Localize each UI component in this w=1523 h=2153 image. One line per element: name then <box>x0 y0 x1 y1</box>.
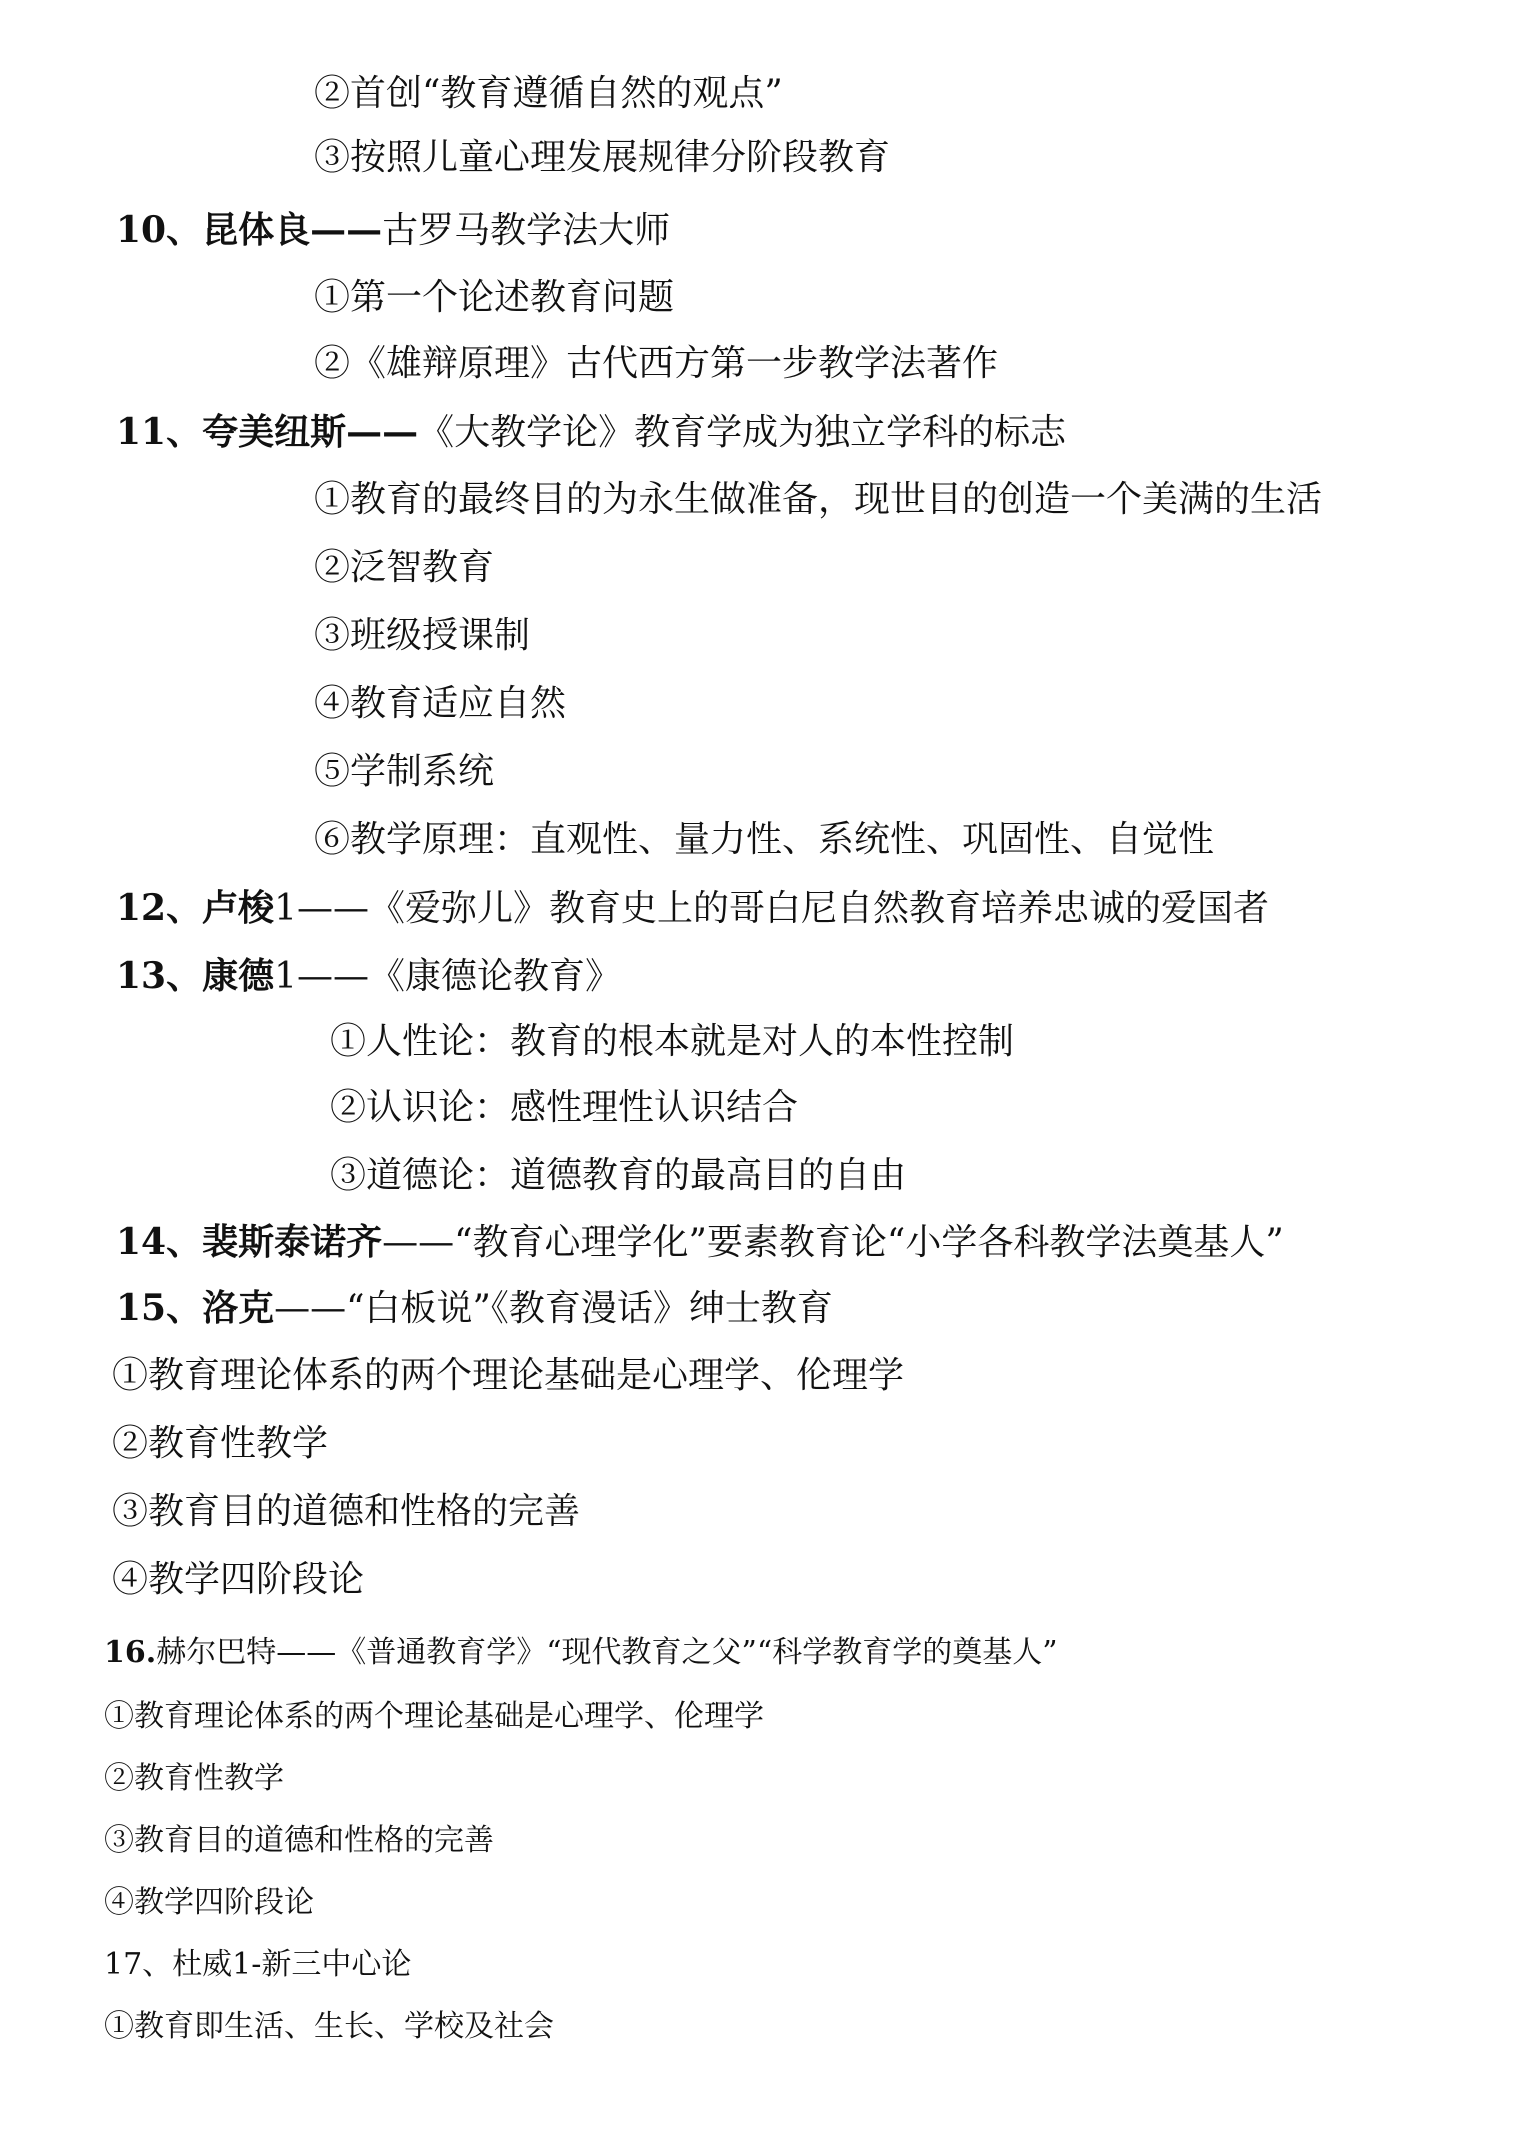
text-line <box>112 1491 581 1532</box>
heading-desc: 赫尔巴特——《普通教育学》“现代教育之父”“科学教育学的奠基人” <box>156 1635 1058 1670</box>
text-line <box>112 1355 905 1396</box>
heading-name: 14、裴斯泰诺齐 <box>116 1221 383 1263</box>
text-line <box>330 1155 907 1196</box>
text-line <box>330 1087 799 1128</box>
line-text: ⑤学制系统 <box>314 751 495 792</box>
text-line <box>104 1885 314 1920</box>
line-text: ②泛智教育 <box>314 547 495 588</box>
text-line <box>104 2009 554 2044</box>
line-text: ②《雄辩原理》古代西方第一步教学法著作 <box>314 343 999 384</box>
text-line <box>314 615 531 656</box>
text-line <box>104 1823 494 1858</box>
text-line <box>314 547 495 588</box>
heading-desc: 1——《康德论教育》 <box>274 956 622 997</box>
heading-text: 17、杜威1-新三中心论 <box>104 1947 412 1982</box>
line-text: ①教育的最终目的为永生做准备，现世目的创造一个美满的生活 <box>314 479 1323 520</box>
heading-desc: 1——《爱弥儿》教育史上的哥白尼自然教育培养忠诚的爱国者 <box>274 888 1270 929</box>
text-line <box>112 1559 365 1600</box>
text-line <box>314 73 783 114</box>
text-line <box>314 479 1323 520</box>
line-text: ④教学四阶段论 <box>112 1559 365 1600</box>
line-text: ④教学四阶段论 <box>104 1885 314 1920</box>
line-text: ①第一个论述教育问题 <box>314 277 675 318</box>
line-text: ①人性论：教育的根本就是对人的本性控制 <box>330 1021 1015 1062</box>
section-heading <box>116 887 1270 929</box>
text-line <box>104 1761 284 1796</box>
line-text: ①教育理论体系的两个理论基础是心理学、伦理学 <box>104 1699 764 1734</box>
heading-name: 15、洛克 <box>116 1287 275 1329</box>
line-text: ③按照儿童心理发展规律分阶段教育 <box>314 137 891 178</box>
section-heading <box>104 1947 412 1982</box>
section-heading <box>104 1635 1058 1670</box>
line-text: ③教育目的道德和性格的完善 <box>104 1823 494 1858</box>
heading-name: 10、昆体良—— <box>116 209 383 251</box>
text-line <box>314 343 999 384</box>
line-text: ②首创“教育遵循自然的观点” <box>314 73 783 114</box>
line-text: ②认识论：感性理性认识结合 <box>330 1087 799 1128</box>
line-text: ①教育即生活、生长、学校及社会 <box>104 2009 554 2044</box>
heading-desc: 《大教学论》教育学成为独立学科的标志 <box>418 412 1067 453</box>
line-text: ⑥教学原理：直观性、量力性、系统性、巩固性、自觉性 <box>314 819 1215 860</box>
text-line <box>314 277 675 318</box>
text-line <box>314 819 1215 860</box>
section-heading <box>116 411 1067 453</box>
heading-name: 12、卢梭 <box>116 887 275 929</box>
line-text: ④教育适应自然 <box>314 683 567 724</box>
line-text: ②教育性教学 <box>112 1423 329 1464</box>
heading-name: 11、夸美纽斯—— <box>116 411 419 453</box>
line-text: ①教育理论体系的两个理论基础是心理学、伦理学 <box>112 1355 905 1396</box>
text-line <box>112 1423 329 1464</box>
line-text: ③道德论：道德教育的最高目的自由 <box>330 1155 907 1196</box>
section-heading <box>116 1287 833 1329</box>
line-text: ③教育目的道德和性格的完善 <box>112 1491 581 1532</box>
heading-desc: 古罗马教学法大师 <box>382 210 671 251</box>
heading-desc: ——“教育心理学化”要素教育论“小学各科教学法奠基人” <box>382 1222 1284 1263</box>
line-text: ③班级授课制 <box>314 615 531 656</box>
heading-desc: ——“白板说”《教育漫话》绅士教育 <box>274 1288 833 1329</box>
text-line <box>330 1021 1015 1062</box>
heading-name: 16. <box>104 1635 157 1670</box>
line-text: ②教育性教学 <box>104 1761 284 1796</box>
section-heading <box>116 1221 1284 1263</box>
section-heading <box>116 209 671 251</box>
text-line <box>314 683 567 724</box>
text-line <box>314 137 891 178</box>
heading-name: 13、康德 <box>116 955 275 997</box>
text-line <box>104 1699 764 1734</box>
section-heading <box>116 955 622 997</box>
text-line <box>314 751 495 792</box>
